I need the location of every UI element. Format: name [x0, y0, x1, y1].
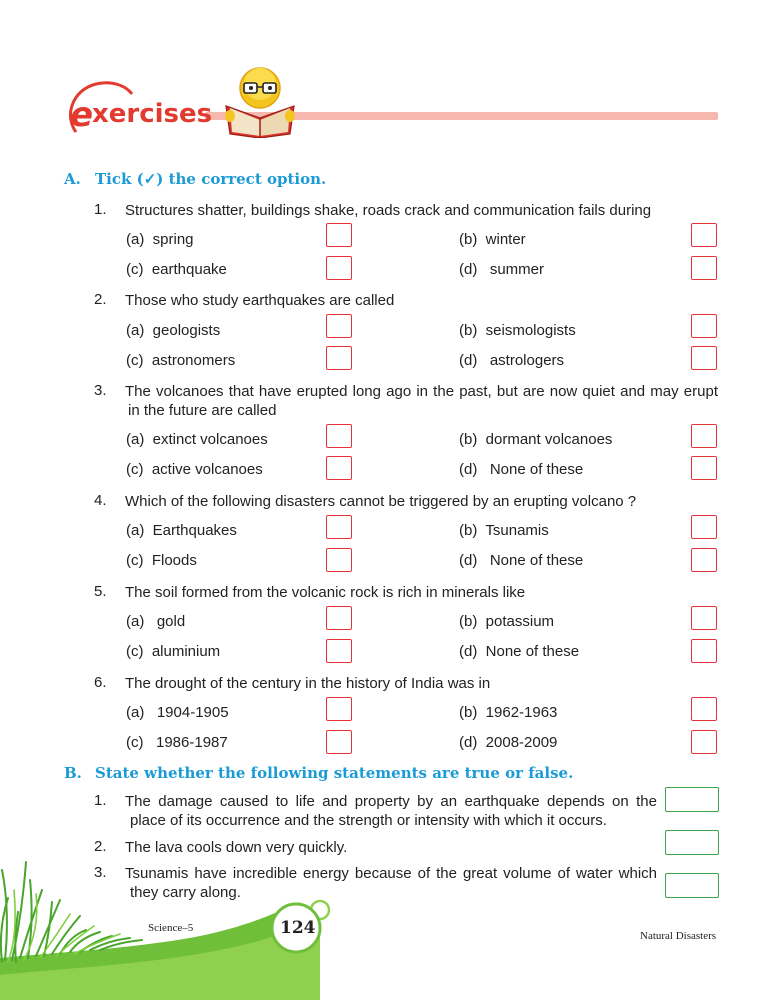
section-a-title: Tick (✓) the correct option. — [95, 170, 327, 188]
tick-box[interactable] — [326, 256, 352, 280]
option-b: (b) potassium — [459, 613, 555, 630]
question-number: 6. — [94, 674, 107, 691]
tick-box[interactable] — [691, 730, 717, 754]
tick-box[interactable] — [326, 424, 352, 448]
question-text: The volcanoes that have erupted long ago in the past, but are now quiet and may erupt — [125, 383, 718, 400]
true-false-box[interactable] — [665, 873, 719, 898]
statement-text: The damage caused to life and property by an earthquake depends on the — [125, 793, 657, 810]
tick-box[interactable] — [691, 639, 717, 663]
reading-smiley-icon — [220, 66, 300, 138]
true-false-box[interactable] — [665, 830, 719, 855]
tick-box[interactable] — [691, 256, 717, 280]
option-c: (c) astronomers — [126, 352, 236, 369]
section-a-label: A. — [64, 170, 81, 188]
question-text: The soil formed from the volcanic rock is rich in minerals like — [125, 584, 526, 601]
exercises-logo — [62, 76, 212, 146]
option-b: (b) dormant volcanoes — [459, 431, 613, 448]
option-b: (b) seismologists — [459, 322, 576, 339]
tick-box[interactable] — [326, 606, 352, 630]
tick-box[interactable] — [691, 515, 717, 539]
logo-e: e — [70, 95, 94, 135]
option-a: (a) Earthquakes — [126, 522, 237, 539]
tick-box[interactable] — [691, 424, 717, 448]
question-text-continued: in the future are called — [128, 402, 277, 419]
tick-box[interactable] — [691, 697, 717, 721]
question-number: 2. — [94, 291, 107, 308]
option-c: (c) Floods — [126, 552, 197, 569]
tick-box[interactable] — [326, 314, 352, 338]
question-text: Which of the following disasters cannot be triggered by an erupting volcano ? — [125, 493, 637, 510]
statement-text-continued: place of its occurrence and the strength or intensity with which it occurs. — [130, 812, 607, 829]
true-false-box[interactable] — [665, 787, 719, 812]
option-c: (c) active volcanoes — [126, 461, 263, 478]
tick-box[interactable] — [691, 606, 717, 630]
statement-number: 3. — [94, 864, 107, 881]
tick-box[interactable] — [326, 515, 352, 539]
statement-text-continued: they carry along. — [130, 884, 241, 901]
option-a: (a) 1904-1905 — [126, 704, 229, 721]
question-text: The drought of the century in the history of India was in — [125, 675, 491, 692]
question-text: Those who study earthquakes are called — [125, 292, 395, 309]
tick-box[interactable] — [326, 223, 352, 247]
statement-text: Tsunamis have incredible energy because of the great volume of water which — [125, 865, 657, 882]
option-a: (a) geologists — [126, 322, 221, 339]
tick-box[interactable] — [326, 639, 352, 663]
page-number: 124 — [280, 918, 316, 938]
footer-book-name: Science–5 — [148, 922, 194, 934]
question-number: 5. — [94, 583, 107, 600]
question-number: 4. — [94, 492, 107, 509]
option-d: (d) 2008-2009 — [459, 734, 558, 751]
tick-box[interactable] — [326, 697, 352, 721]
section-b-label: B. — [64, 764, 82, 782]
tick-box[interactable] — [326, 548, 352, 572]
tick-box[interactable] — [691, 314, 717, 338]
option-d: (d) summer — [459, 261, 545, 278]
option-d: (d) None of these — [459, 461, 584, 478]
option-d: (d) None of these — [459, 643, 580, 660]
section-b-title: State whether the following statements are true or false. — [95, 764, 574, 782]
tick-box[interactable] — [326, 730, 352, 754]
tick-box[interactable] — [326, 456, 352, 480]
tick-box[interactable] — [691, 223, 717, 247]
option-a: (a) spring — [126, 231, 194, 248]
tick-box[interactable] — [691, 346, 717, 370]
statement-text: The lava cools down very quickly. — [125, 839, 348, 856]
option-d: (d) astrologers — [459, 352, 565, 369]
logo-word: xercises — [92, 99, 212, 129]
option-a: (a) extinct volcanoes — [126, 431, 268, 448]
option-b: (b) Tsunamis — [459, 522, 549, 539]
option-c: (c) 1986-1987 — [126, 734, 228, 751]
question-number: 1. — [94, 201, 107, 218]
option-d: (d) None of these — [459, 552, 584, 569]
statement-number: 1. — [94, 792, 107, 809]
tick-box[interactable] — [326, 346, 352, 370]
option-c: (c) aluminium — [126, 643, 221, 660]
option-c: (c) earthquake — [126, 261, 227, 278]
tick-box[interactable] — [691, 456, 717, 480]
question-number: 3. — [94, 382, 107, 399]
tick-box[interactable] — [691, 548, 717, 572]
question-text: Structures shatter, buildings shake, roads crack and communication fails during — [125, 202, 652, 219]
option-b: (b) winter — [459, 231, 526, 248]
option-b: (b) 1962-1963 — [459, 704, 558, 721]
footer-chapter-name: Natural Disasters — [640, 930, 717, 942]
statement-number: 2. — [94, 838, 107, 855]
option-a: (a) gold — [126, 613, 186, 630]
